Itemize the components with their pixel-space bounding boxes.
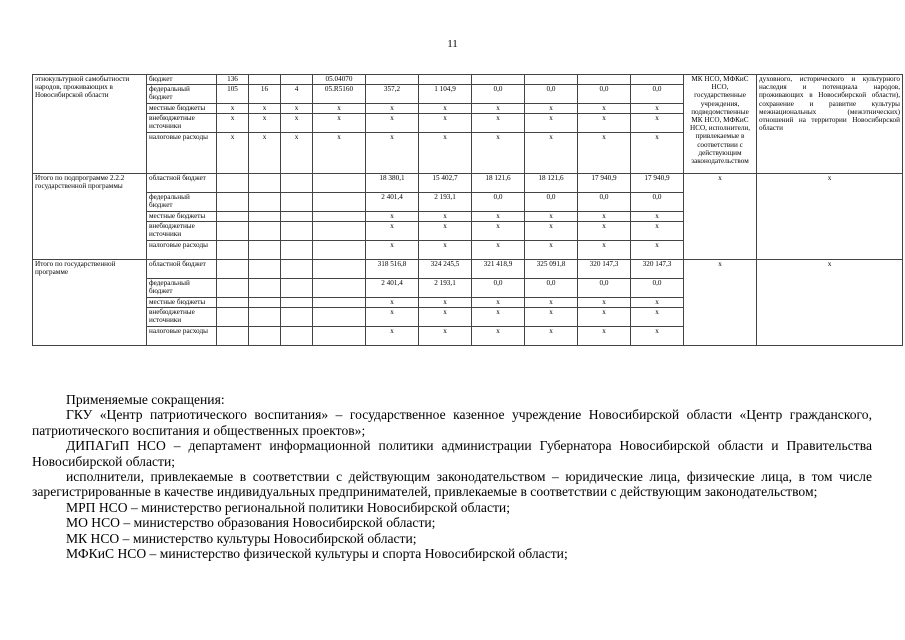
empty-cell bbox=[217, 174, 249, 193]
value-cell: 15 402,7 bbox=[419, 174, 472, 193]
value-cell: 320 147,3 bbox=[631, 260, 684, 279]
empty-cell bbox=[249, 222, 281, 241]
value-cell: х bbox=[366, 133, 419, 174]
code-cell: х bbox=[249, 133, 281, 174]
value-cell: х bbox=[472, 133, 525, 174]
value-cell: х bbox=[578, 308, 631, 327]
value-cell: х bbox=[578, 114, 631, 133]
program-block bbox=[33, 260, 903, 346]
code-cell: х bbox=[217, 104, 249, 114]
value-cell: 0,0 bbox=[472, 85, 525, 104]
value-cell: х bbox=[472, 308, 525, 327]
value-cell: 324 245,5 bbox=[419, 260, 472, 279]
funding-source: внебюджетные источники bbox=[147, 222, 217, 241]
abbreviation-item: ДИПАГиП НСО – департамент информационной политики администрации Губернатора Новосибирской области и Правительства Новосибирской области; bbox=[32, 438, 872, 469]
value-cell: х bbox=[578, 298, 631, 308]
value-cell: х bbox=[366, 104, 419, 114]
empty-cell bbox=[281, 174, 313, 193]
empty-cell bbox=[281, 279, 313, 298]
empty-cell bbox=[249, 241, 281, 260]
value-cell: х bbox=[419, 327, 472, 346]
code-cell: 4 bbox=[281, 85, 313, 104]
code-cell bbox=[249, 75, 281, 85]
result-cell: духовного, исторического и культурного наследия и потенциала народов, проживающих в Новосибирской области), сохранение и развитие культуры межнациональных (межэтнических) отношений на территории Новосибирской области bbox=[757, 75, 903, 174]
value-cell: х bbox=[419, 298, 472, 308]
value-cell: 17 940,9 bbox=[631, 174, 684, 193]
value-cell: х bbox=[631, 308, 684, 327]
code-cell: х bbox=[313, 133, 366, 174]
value-cell: х bbox=[366, 308, 419, 327]
empty-cell bbox=[217, 222, 249, 241]
value-cell: 357,2 bbox=[366, 85, 419, 104]
code-cell: 136 bbox=[217, 75, 249, 85]
empty-cell bbox=[281, 260, 313, 279]
empty-cell bbox=[217, 193, 249, 212]
value-cell: х bbox=[578, 212, 631, 222]
value-cell: х bbox=[366, 212, 419, 222]
code-cell: х bbox=[281, 133, 313, 174]
value-cell: х bbox=[419, 241, 472, 260]
funding-source: бюджет bbox=[147, 75, 217, 85]
value-cell: х bbox=[472, 298, 525, 308]
value-cell: х bbox=[419, 114, 472, 133]
code-cell: х bbox=[249, 114, 281, 133]
value-cell: х bbox=[525, 308, 578, 327]
abbreviation-item: МФКиС НСО – министерство физической культуры и спорта Новосибирской области; bbox=[66, 546, 568, 562]
value-cell: 318 516,8 bbox=[366, 260, 419, 279]
funding-source: внебюджетные источники bbox=[147, 114, 217, 133]
funding-source: местные бюджеты bbox=[147, 104, 217, 114]
empty-cell bbox=[249, 212, 281, 222]
budget-table bbox=[32, 74, 903, 346]
code-cell: х bbox=[281, 114, 313, 133]
value-cell: х bbox=[631, 241, 684, 260]
value-cell: х bbox=[366, 241, 419, 260]
empty-cell bbox=[281, 222, 313, 241]
value-cell bbox=[419, 75, 472, 85]
value-cell: х bbox=[525, 212, 578, 222]
empty-cell bbox=[249, 279, 281, 298]
value-cell: х bbox=[525, 298, 578, 308]
code-cell: 05.R5160 bbox=[313, 85, 366, 104]
value-cell: х bbox=[525, 133, 578, 174]
value-cell: х bbox=[366, 298, 419, 308]
empty-cell bbox=[217, 241, 249, 260]
value-cell: 2 193,1 bbox=[419, 193, 472, 212]
value-cell: 1 104,9 bbox=[419, 85, 472, 104]
value-cell: х bbox=[525, 104, 578, 114]
funding-source: федеральный бюджет bbox=[147, 279, 217, 298]
value-cell: х bbox=[366, 222, 419, 241]
value-cell: 321 418,9 bbox=[472, 260, 525, 279]
executor-cell: МК НСО, МФКиС НСО, государственные учреждения, подведомственные МК НСО, МФКиС НСО, исполнители, привлекаемые в соответствии с действующим законодательством bbox=[684, 75, 757, 174]
value-cell: 0,0 bbox=[631, 193, 684, 212]
empty-cell bbox=[217, 298, 249, 308]
code-cell: 105 bbox=[217, 85, 249, 104]
empty-cell bbox=[217, 279, 249, 298]
empty-cell bbox=[313, 212, 366, 222]
empty-cell bbox=[313, 327, 366, 346]
code-cell: х bbox=[217, 114, 249, 133]
table-row bbox=[33, 260, 903, 279]
empty-cell bbox=[249, 308, 281, 327]
value-cell bbox=[578, 75, 631, 85]
value-cell: 0,0 bbox=[578, 85, 631, 104]
empty-cell bbox=[281, 327, 313, 346]
code-cell: 16 bbox=[249, 85, 281, 104]
code-cell bbox=[281, 75, 313, 85]
value-cell: х bbox=[419, 133, 472, 174]
value-cell: х bbox=[631, 327, 684, 346]
empty-cell bbox=[249, 260, 281, 279]
table-row bbox=[33, 75, 903, 85]
value-cell: х bbox=[366, 327, 419, 346]
subprogram-block bbox=[33, 174, 903, 260]
value-cell: х bbox=[419, 104, 472, 114]
total-label: Итого по подпрограмме 2.2.2 государственной программы bbox=[33, 174, 147, 260]
value-cell: х bbox=[525, 241, 578, 260]
abbreviation-item: МО НСО – министерство образования Новосибирской области; bbox=[66, 515, 436, 531]
value-cell: 0,0 bbox=[525, 85, 578, 104]
empty-cell bbox=[313, 241, 366, 260]
funding-source: местные бюджеты bbox=[147, 298, 217, 308]
funding-source: областной бюджет bbox=[147, 174, 217, 193]
value-cell: х bbox=[472, 114, 525, 133]
value-cell: х bbox=[366, 114, 419, 133]
value-cell: х bbox=[419, 308, 472, 327]
value-cell: х bbox=[419, 212, 472, 222]
empty-cell bbox=[249, 327, 281, 346]
funding-source: федеральный бюджет bbox=[147, 193, 217, 212]
code-cell: х bbox=[313, 104, 366, 114]
value-cell: х bbox=[472, 222, 525, 241]
value-cell bbox=[631, 75, 684, 85]
value-cell: 0,0 bbox=[578, 193, 631, 212]
measure-name: этнокультурной самобытности народов, проживающих в Новосибирской области bbox=[33, 75, 147, 174]
value-cell: х bbox=[472, 104, 525, 114]
funding-source: местные бюджеты bbox=[147, 212, 217, 222]
empty-cell bbox=[281, 193, 313, 212]
executor-cell: х bbox=[684, 174, 757, 260]
value-cell: х bbox=[525, 114, 578, 133]
value-cell: 17 940,9 bbox=[578, 174, 631, 193]
empty-cell bbox=[313, 260, 366, 279]
value-cell: х bbox=[578, 241, 631, 260]
empty-cell bbox=[217, 260, 249, 279]
value-cell: х bbox=[631, 298, 684, 308]
value-cell: х bbox=[578, 133, 631, 174]
empty-cell bbox=[313, 174, 366, 193]
value-cell: х bbox=[578, 104, 631, 114]
value-cell: 18 121,6 bbox=[472, 174, 525, 193]
value-cell: 18 121,6 bbox=[525, 174, 578, 193]
empty-cell bbox=[281, 212, 313, 222]
funding-source: налоговые расходы bbox=[147, 327, 217, 346]
value-cell: 0,0 bbox=[631, 279, 684, 298]
abbreviation-item: исполнители, привлекаемые в соответствии с действующим законодательством – юридические лица, физические лица, в том числе зарегистрированные в качестве индивидуальных предпринимателей, привлекаемые в соответствии с действующим законодательством; bbox=[32, 469, 872, 500]
empty-cell bbox=[313, 279, 366, 298]
value-cell: х bbox=[631, 212, 684, 222]
value-cell: 0,0 bbox=[578, 279, 631, 298]
value-cell: х bbox=[472, 241, 525, 260]
funding-source: внебюджетные источники bbox=[147, 308, 217, 327]
value-cell: 18 380,1 bbox=[366, 174, 419, 193]
top-block bbox=[33, 75, 903, 174]
value-cell: х bbox=[631, 133, 684, 174]
result-cell: х bbox=[757, 174, 903, 260]
empty-cell bbox=[249, 298, 281, 308]
value-cell: х bbox=[472, 327, 525, 346]
funding-source: налоговые расходы bbox=[147, 133, 217, 174]
value-cell: х bbox=[419, 222, 472, 241]
empty-cell bbox=[249, 174, 281, 193]
value-cell: х bbox=[525, 327, 578, 346]
value-cell: х bbox=[472, 212, 525, 222]
result-cell: х bbox=[757, 260, 903, 346]
funding-source: федеральный бюджет bbox=[147, 85, 217, 104]
empty-cell bbox=[217, 212, 249, 222]
value-cell: 0,0 bbox=[525, 279, 578, 298]
value-cell: 0,0 bbox=[631, 85, 684, 104]
abbreviation-item: МК НСО – министерство культуры Новосибирской области; bbox=[66, 530, 417, 546]
total-label: Итого по государственной программе bbox=[33, 260, 147, 346]
value-cell bbox=[525, 75, 578, 85]
code-cell: х bbox=[313, 114, 366, 133]
value-cell: 320 147,3 bbox=[578, 260, 631, 279]
page-number: 11 bbox=[447, 38, 458, 50]
funding-source: налоговые расходы bbox=[147, 241, 217, 260]
empty-cell bbox=[217, 308, 249, 327]
table-row bbox=[33, 174, 903, 193]
empty-cell bbox=[249, 193, 281, 212]
empty-cell bbox=[217, 327, 249, 346]
empty-cell bbox=[281, 308, 313, 327]
empty-cell bbox=[313, 222, 366, 241]
empty-cell bbox=[281, 241, 313, 260]
value-cell: х bbox=[631, 222, 684, 241]
empty-cell bbox=[313, 308, 366, 327]
executor-cell: х bbox=[684, 260, 757, 346]
abbreviations-section bbox=[32, 392, 872, 561]
value-cell: 0,0 bbox=[525, 193, 578, 212]
code-cell: х bbox=[249, 104, 281, 114]
abbreviations-heading: Применяемые сокращения: bbox=[66, 392, 225, 407]
code-cell: х bbox=[217, 133, 249, 174]
value-cell: 325 091,8 bbox=[525, 260, 578, 279]
value-cell: х bbox=[631, 104, 684, 114]
value-cell bbox=[472, 75, 525, 85]
value-cell: 0,0 bbox=[472, 279, 525, 298]
value-cell: 2 193,1 bbox=[419, 279, 472, 298]
empty-cell bbox=[281, 298, 313, 308]
code-cell: х bbox=[281, 104, 313, 114]
value-cell: х bbox=[525, 222, 578, 241]
abbreviation-item: МРП НСО – министерство региональной политики Новосибирской области; bbox=[66, 499, 510, 515]
funding-source: областной бюджет bbox=[147, 260, 217, 279]
value-cell: 0,0 bbox=[472, 193, 525, 212]
value-cell: 2 401,4 bbox=[366, 193, 419, 212]
value-cell: х bbox=[631, 114, 684, 133]
value-cell: 2 401,4 bbox=[366, 279, 419, 298]
value-cell: х bbox=[578, 222, 631, 241]
empty-cell bbox=[313, 298, 366, 308]
abbreviation-item: ГКУ «Центр патриотического воспитания» – государственное казенное учреждение Новосибирской области «Центр гражданского, патриотического воспитания и общественных проектов»; bbox=[32, 407, 872, 438]
value-cell: х bbox=[578, 327, 631, 346]
code-cell: 05.04070 bbox=[313, 75, 366, 85]
value-cell bbox=[366, 75, 419, 85]
empty-cell bbox=[313, 193, 366, 212]
